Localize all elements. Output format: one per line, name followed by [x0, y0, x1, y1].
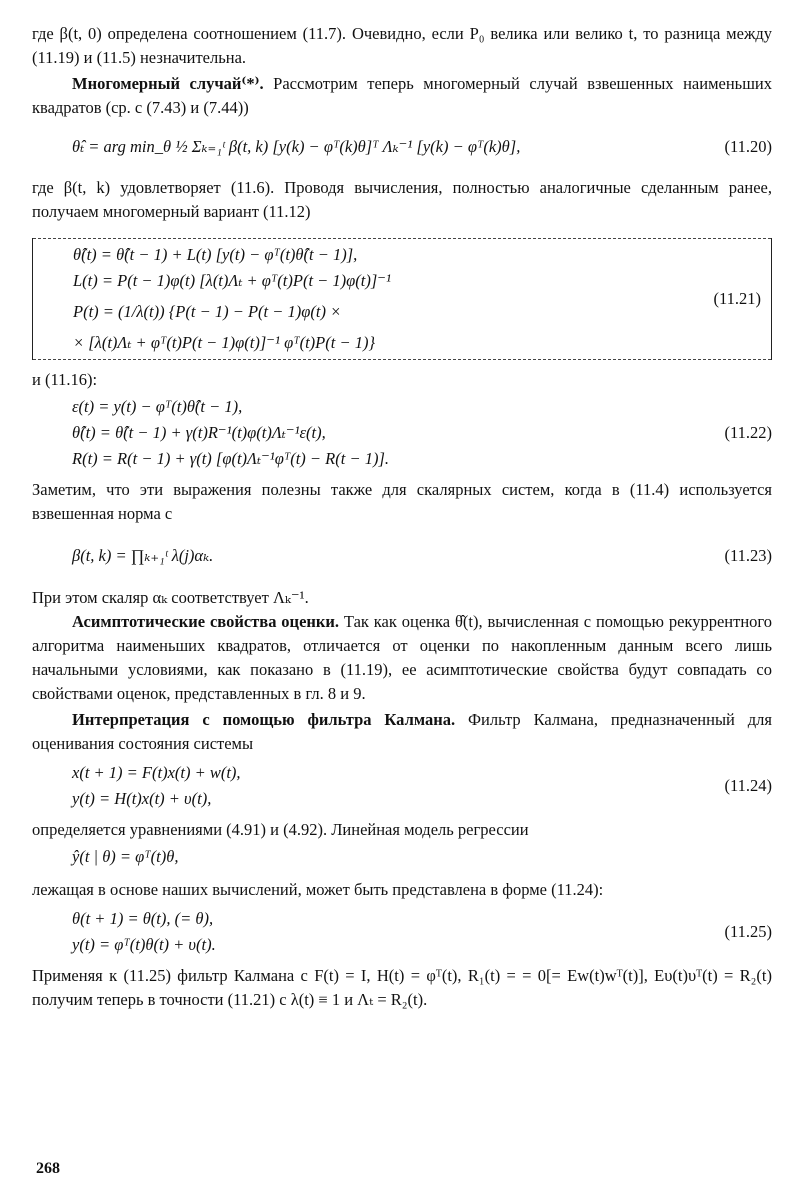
- eq-11-22-line: [32, 420, 772, 446]
- paragraph-asymptotic: [32, 610, 772, 706]
- eq-11-22-line: [32, 394, 772, 420]
- equation-number-11-20: (11.20): [724, 137, 772, 156]
- eq-11-21-line: [33, 242, 771, 268]
- asymptotic-text: Так как оценка θ̂(t), вычисленная с помощью рекуррентного алгоритма наименьших квадратов, отличается от оценки по накопленным данным всего лишь начальными условиями, как показано в (11.19), ее асимптотические свойства будут совпадать со свойствами оценок, представленных в гл. 8 и 9.: [32, 612, 773, 703]
- equation-number-11-25: (11.25): [724, 922, 772, 941]
- equation-11-21-line-4: × [λ(t)Λₜ + φᵀ(t)P(t − 1)φ(t)]⁻¹ φᵀ(t)P(t − 1)}: [73, 333, 376, 352]
- equation-11-23-row: [32, 540, 772, 572]
- equation-11-20: θ̂ₜ = arg min_θ ½ Σₖ₌₁ᵗ β(t, k) [y(k) − φᵀ(k)θ]ᵀ Λₖ⁻¹ [y(k) − φᵀ(k)θ],: [72, 137, 521, 156]
- equation-11-24-line-1: x(t + 1) = F(t)x(t) + w(t),: [72, 763, 241, 782]
- eq-11-21-line: [33, 294, 771, 330]
- equation-number-11-24: (11.24): [724, 776, 772, 795]
- multivariate-text: Рассмотрим теперь многомерный случай взвешенных наименьших квадратов (ср. с (7.43) и (7.44)): [32, 74, 772, 117]
- paragraph-2: где β(t, k) удовлетворяет (11.6). Проводя вычисления, полностью аналогичные сделанным ранее, получаем многомерный вариант (11.12): [32, 178, 772, 221]
- equation-11-25-block: [32, 906, 772, 958]
- paragraph-4: При этом скаляр αₖ соответствует Λₖ⁻¹.: [32, 588, 309, 607]
- paragraph-kalman: [32, 708, 772, 756]
- equation-11-25-line-1: θ(t + 1) = θ(t), (= θ),: [72, 909, 214, 928]
- eq-11-25-line: [32, 932, 772, 958]
- eq-11-24-line: [32, 786, 772, 812]
- page-content: [32, 22, 772, 1012]
- equation-11-21-line-3: P(t) = (1/λ(t)) {P(t − 1) − P(t − 1)φ(t) ×: [73, 302, 342, 321]
- equation-11-24-block: [32, 760, 772, 812]
- equation-regression-row: [32, 844, 772, 870]
- eq-11-21-line: [33, 268, 771, 294]
- heading-asymptotic: Асимптотические свойства оценки.: [72, 612, 340, 631]
- eq-11-25-line: [32, 906, 772, 932]
- paragraph-3: Заметим, что эти выражения полезны также для скалярных систем, когда в (11.4) используется взвешенная норма с: [32, 480, 772, 523]
- equation-11-21-line-2: L(t) = P(t − 1)φ(t) [λ(t)Λₜ + φᵀ(t)P(t − 1)φ(t)]⁻¹: [73, 271, 391, 290]
- paragraph-multivariate: [32, 72, 772, 120]
- and-reference: и (11.16):: [32, 370, 98, 389]
- equation-11-22-line-2: θ̂(t) = θ̂(t − 1) + γ(t)R⁻¹(t)φ(t)Λₜ⁻¹ε(t),: [72, 423, 326, 442]
- paragraph-1: где β(t, 0) определена соотношением (11.7). Очевидно, если P₀ велика или велико t, то разница между (11.19) и (11.5) незначительна.: [32, 24, 772, 67]
- heading-multivariate: Многомерный случай⁽*⁾.: [72, 74, 264, 93]
- heading-kalman: Интерпретация с помощью фильтра Калмана.: [72, 710, 456, 729]
- eq-11-21-line: [33, 330, 771, 356]
- kalman-text: Фильтр Калмана, предназначенный для оценивания состояния системы: [32, 710, 772, 753]
- equation-11-25-line-2: y(t) = φᵀ(t)θ(t) + υ(t).: [72, 935, 216, 954]
- equation-number-11-21: (11.21): [713, 289, 761, 308]
- eq-11-24-line: [32, 760, 772, 786]
- paragraph-7: Применяя к (11.25) фильтр Калмана с F(t) = I, H(t) = φᵀ(t), R₁(t) = = 0[= Ew(t)wᵀ(t)], Eυ(t)υᵀ(t) = R₂(t) получим теперь в точности (11.21) с λ(t) ≡ 1 и Λₜ = R₂(t).: [32, 966, 772, 1009]
- equation-11-24-line-2: y(t) = H(t)x(t) + υ(t),: [72, 789, 212, 808]
- equation-11-23: β(t, k) = ∏ₖ₊₁ᵗ λ(j)αₖ.: [72, 546, 214, 565]
- page-number: 268: [36, 1160, 60, 1177]
- equation-regression: ŷ(t | θ) = φᵀ(t)θ,: [72, 847, 179, 866]
- equation-number-11-22: (11.22): [724, 423, 772, 442]
- eq-11-22-line: [32, 446, 772, 472]
- equation-11-22-block: [32, 394, 772, 472]
- equation-11-20-row: [32, 132, 772, 162]
- equation-11-22-line-3: R(t) = R(t − 1) + γ(t) [φ(t)Λₜ⁻¹φᵀ(t) − R(t − 1)].: [72, 449, 390, 468]
- equation-11-22-line-1: ε(t) = y(t) − φᵀ(t)θ̂(t − 1),: [72, 397, 243, 416]
- equation-11-21-line-1: θ̂(t) = θ̂(t − 1) + L(t) [y(t) − φᵀ(t)θ̂(t − 1)],: [73, 245, 358, 264]
- paragraph-6: лежащая в основе наших вычислений, может быть представлена в форме (11.24):: [32, 880, 604, 899]
- equation-11-21-block: [33, 242, 771, 356]
- paragraph-5: определяется уравнениями (4.91) и (4.92). Линейная модель регрессии: [32, 820, 529, 839]
- equation-11-21-box: [32, 238, 772, 360]
- equation-number-11-23: (11.23): [724, 546, 772, 565]
